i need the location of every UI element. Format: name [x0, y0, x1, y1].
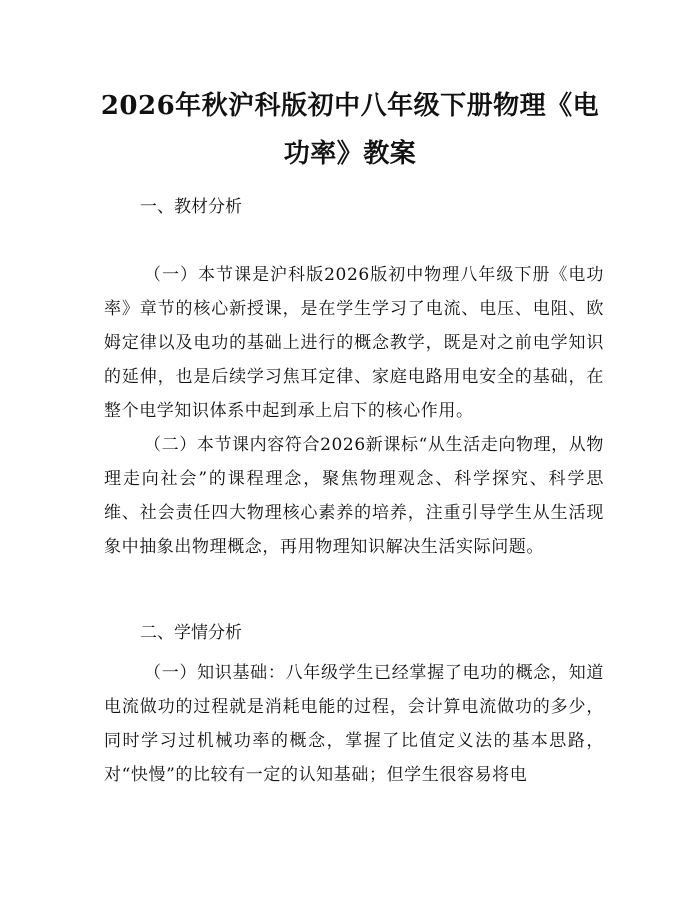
document-title: 2026年秋沪科版初中八年级下册物理《电功率》教案 — [100, 91, 600, 169]
paragraph-textbook-analysis-1: （一）本节课是沪科版2026版初中物理八年级下册《电功率》章节的核心新授课，是在学生学习了电流、电压、电阻、欧姆定律以及电功的基础上进行的概念教学，既是对之前电学知识的延伸，也是后续学习焦耳定律、家庭电路用电安全的基础，在整个电学知识体系中起到承上启下的核心作用。 — [104, 265, 604, 421]
paragraph-student-analysis-1: （一）知识基础：八年级学生已经掌握了电功的概念，知道电流做功的过程就是消耗电能的过程，会计算电流做功的多少，同时学习过机械功率的概念，掌握了比值定义法的基本思路，对“快慢”的比较有一定的认知基础；但学生很容易将电 — [104, 663, 604, 785]
section-heading-textbook-analysis: 一、教材分析 — [140, 197, 242, 217]
paragraph-textbook-analysis-2: （二）本节课内容符合2026新课标“从生活走向物理，从物理走向社会”的课程理念，聚焦物理观念、科学探究、科学思维、社会责任四大物理核心素养的培养，注重引导学生从生活现象中抽象出物理概念，再用物理知识解决生活实际问题。 — [104, 435, 604, 557]
section-heading-student-analysis: 二、学情分析 — [140, 623, 242, 643]
